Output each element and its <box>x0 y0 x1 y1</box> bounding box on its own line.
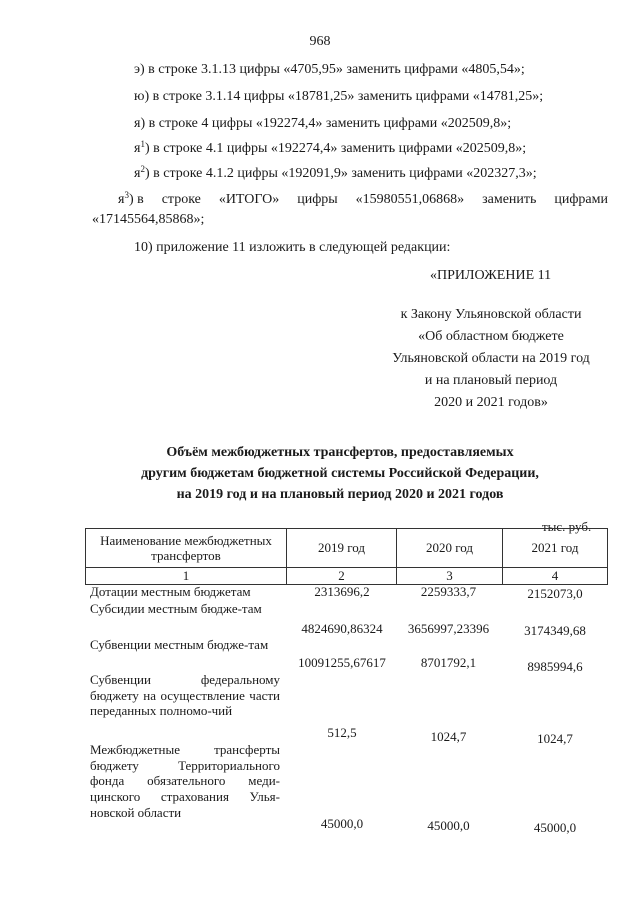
header-2021: 2021 год <box>531 540 579 555</box>
row-value-2020: 2259333,7 <box>420 584 477 599</box>
transfers-table <box>85 528 608 585</box>
row-name: Субвенции федеральному бюджету на осуществление части переданных полномо-чий <box>90 672 280 719</box>
row-value-2021: 8985994,6 <box>527 659 583 674</box>
amendment-line: $я^1$) в строке 4.1 цифры «192274,4» заменить цифрами «202509,8»; <box>134 139 527 156</box>
appendix-heading: «ПРИЛОЖЕНИЕ 11 <box>430 268 552 283</box>
units-label: тыс. руб. <box>542 519 592 534</box>
row-value-2019: 10091255,67617 <box>298 655 386 670</box>
row-name: Межбюджетные трансферты бюджету Территориального фонда обязательного меди-цинского страхования Улья-новской области <box>90 742 280 820</box>
amendment-line: э) в строке 3.1.13 цифры «4705,95» заменить цифрами «4805,54»; <box>134 62 525 77</box>
header-name: Наименование межбюджетных трансфертов <box>86 529 287 567</box>
amendment-itogo-continuation: «17145564,85868»; <box>92 212 205 227</box>
row-value-2021: 2152073,0 <box>527 586 583 601</box>
row-value-2020: 8701792,1 <box>420 655 477 670</box>
row-value-2021: 45000,0 <box>533 820 577 835</box>
row-name: Субвенции местным бюдже-там <box>90 637 269 652</box>
amendment-line: $я^2$) в строке 4.1.2 цифры «192091,9» заменить цифрами «202327,3»; <box>134 164 537 181</box>
row-value-2020: 45000,0 <box>427 818 470 833</box>
table-title: Объём межбюджетных трансфертов, предоставляемых другим бюджетам бюджетной системы Российской Федерации, на 2019 год и на плановый период 2020 и 2021 годов <box>141 445 539 502</box>
row-value-2021: 1024,7 <box>537 731 573 746</box>
row-name: Субсидии местным бюдже-там <box>90 601 262 616</box>
header-2020: 2020 год <box>397 529 503 567</box>
appendix-caption: к Закону Ульяновской области «Об областном бюджете Ульяновской области на 2019 год и на плановый период 2020 и 2021 годов» <box>392 307 590 410</box>
item-10: 10) приложение 11 изложить в следующей редакции: <box>134 240 451 255</box>
row-value-2019: 2313696,2 <box>314 584 370 599</box>
row-value-2019: 4824690,86324 <box>301 621 383 636</box>
row-value-2020: 1024,7 <box>430 729 467 744</box>
header-2019: 2019 год <box>287 529 397 567</box>
row-value-2020: 3656997,23396 <box>407 621 490 636</box>
column-number-row: 1 2 3 4 <box>85 568 608 585</box>
row-value-2019: 45000,0 <box>320 816 364 831</box>
amendment-line: я) в строке 4 цифры «192274,4» заменить цифрами «202509,8»; <box>134 116 512 131</box>
row-value-2021: 3174349,68 <box>524 623 586 638</box>
table-header-row <box>85 528 608 568</box>
amendment-itogo-line: $я^3$) в строке «ИТОГО» цифры «15980551,06868» заменить цифрами <box>118 190 608 207</box>
page-number: 968 <box>309 34 331 49</box>
row-value-2019: 512,5 <box>327 725 357 740</box>
row-name: Дотации местным бюджетам <box>90 584 251 599</box>
amendment-line: ю) в строке 3.1.14 цифры «18781,25» заменить цифрами «14781,25»; <box>134 89 544 104</box>
